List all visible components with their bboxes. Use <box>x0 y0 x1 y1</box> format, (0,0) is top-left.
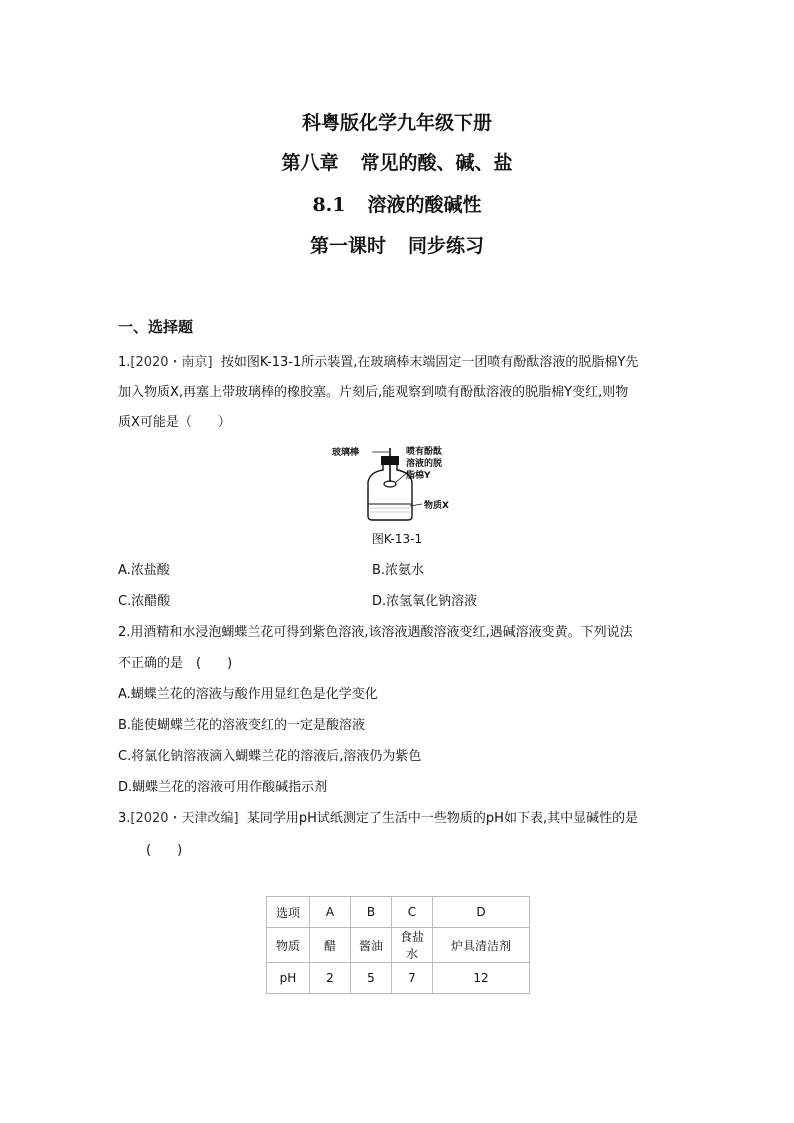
lesson-number: 第一课时 <box>309 235 386 257</box>
table-row <box>267 963 530 994</box>
chapter-name: 常见的酸、碱、盐 <box>360 152 513 174</box>
figure-caption: 图K-13-1 <box>371 532 423 546</box>
label-cotton-2: 溶液的脱 <box>406 459 443 469</box>
table-cell: 12 <box>433 963 530 994</box>
table-cell: 物质 <box>267 928 310 963</box>
table-cell: 炉具清洁剂 <box>433 928 530 963</box>
table-cell: 5 <box>351 963 392 994</box>
q1-line-1 <box>118 354 638 372</box>
section-name: 溶液的酸碱性 <box>367 194 482 216</box>
table-row <box>267 928 530 963</box>
q2-line-1: 2.用酒精和水浸泡蝴蝶兰花可得到紫色溶液,该溶液遇酸溶液变红,遇碱溶液变黄。下列说法 <box>118 625 633 640</box>
q2-line-2: 不正确的是 ( ) <box>118 656 233 671</box>
q2-option-a: A.蝴蝶兰花的溶液与酸作用显红色是化学变化 <box>118 687 378 702</box>
q1-option-d: D.浓氢氧化钠溶液 <box>372 594 478 609</box>
q1-line-2: 加入物质X,再塞上带玻璃棒的橡胶塞。片刻后,能观察到喷有酚酞溶液的脱脂棉Y变红,则物 <box>118 385 629 400</box>
q1-option-b: B.浓氨水 <box>372 563 425 578</box>
table-cell: 醋 <box>310 928 351 963</box>
q2-option-c: C.将氯化钠溶液滴入蝴蝶兰花的溶液后,溶液仍为紫色 <box>118 749 422 764</box>
ph-table <box>266 896 530 994</box>
table-cell: B <box>351 897 392 928</box>
label-cotton-1: 喷有酚酞 <box>406 447 443 457</box>
label-cotton-3: 脂棉Y <box>406 471 431 481</box>
label-x: 物质X <box>424 501 449 511</box>
q3-line-1 <box>118 810 638 828</box>
q1-line-3: 质X可能是（ ） <box>118 415 231 430</box>
q3-line-2: ( ) <box>146 843 183 858</box>
rubber-stopper <box>381 456 399 465</box>
table-cell: A <box>310 897 351 928</box>
q1-option-a: A.浓盐酸 <box>118 563 170 578</box>
q3-source: [2020・天津改编] <box>130 811 239 826</box>
table-cell: pH <box>267 963 310 994</box>
table-cell: C <box>392 897 433 928</box>
q1-number: 1. <box>118 355 131 370</box>
apparatus-figure <box>330 442 470 522</box>
q2-option-d: D.蝴蝶兰花的溶液可用作酸碱指示剂 <box>118 780 328 795</box>
table-cell: 酱油 <box>351 928 392 963</box>
section-number: 8.1 <box>312 194 346 216</box>
table-cell: 选项 <box>267 897 310 928</box>
q3-text-1: 某同学用pH试纸测定了生活中一些物质的pH如下表,其中显碱性的是 <box>246 811 639 826</box>
section-title <box>0 190 794 217</box>
q1-source: [2020・南京] <box>130 355 213 370</box>
table-cell: D <box>433 897 530 928</box>
q1-text-1: 按如图K-13-1所示装置,在玻璃棒末端固定一团喷有酚酞溶液的脱脂棉Y先 <box>220 355 639 370</box>
chapter-number: 第八章 <box>281 152 339 174</box>
table-cell: 2 <box>310 963 351 994</box>
q3-number: 3. <box>118 811 131 826</box>
doc-title: 科粤版化学九年级下册 <box>301 112 492 134</box>
table-row <box>267 897 530 928</box>
q2-option-b: B.能使蝴蝶兰花的溶液变红的一定是酸溶液 <box>118 718 366 733</box>
label-rod: 玻璃棒 <box>332 448 360 458</box>
lesson-type: 同步练习 <box>408 235 485 257</box>
table-cell: 食盐水 <box>392 928 433 963</box>
q1-option-c: C.浓醋酸 <box>118 594 171 609</box>
table-cell: 7 <box>392 963 433 994</box>
lesson-title <box>0 231 794 258</box>
section-heading: 一、选择题 <box>118 318 194 336</box>
chapter-title <box>0 148 794 175</box>
